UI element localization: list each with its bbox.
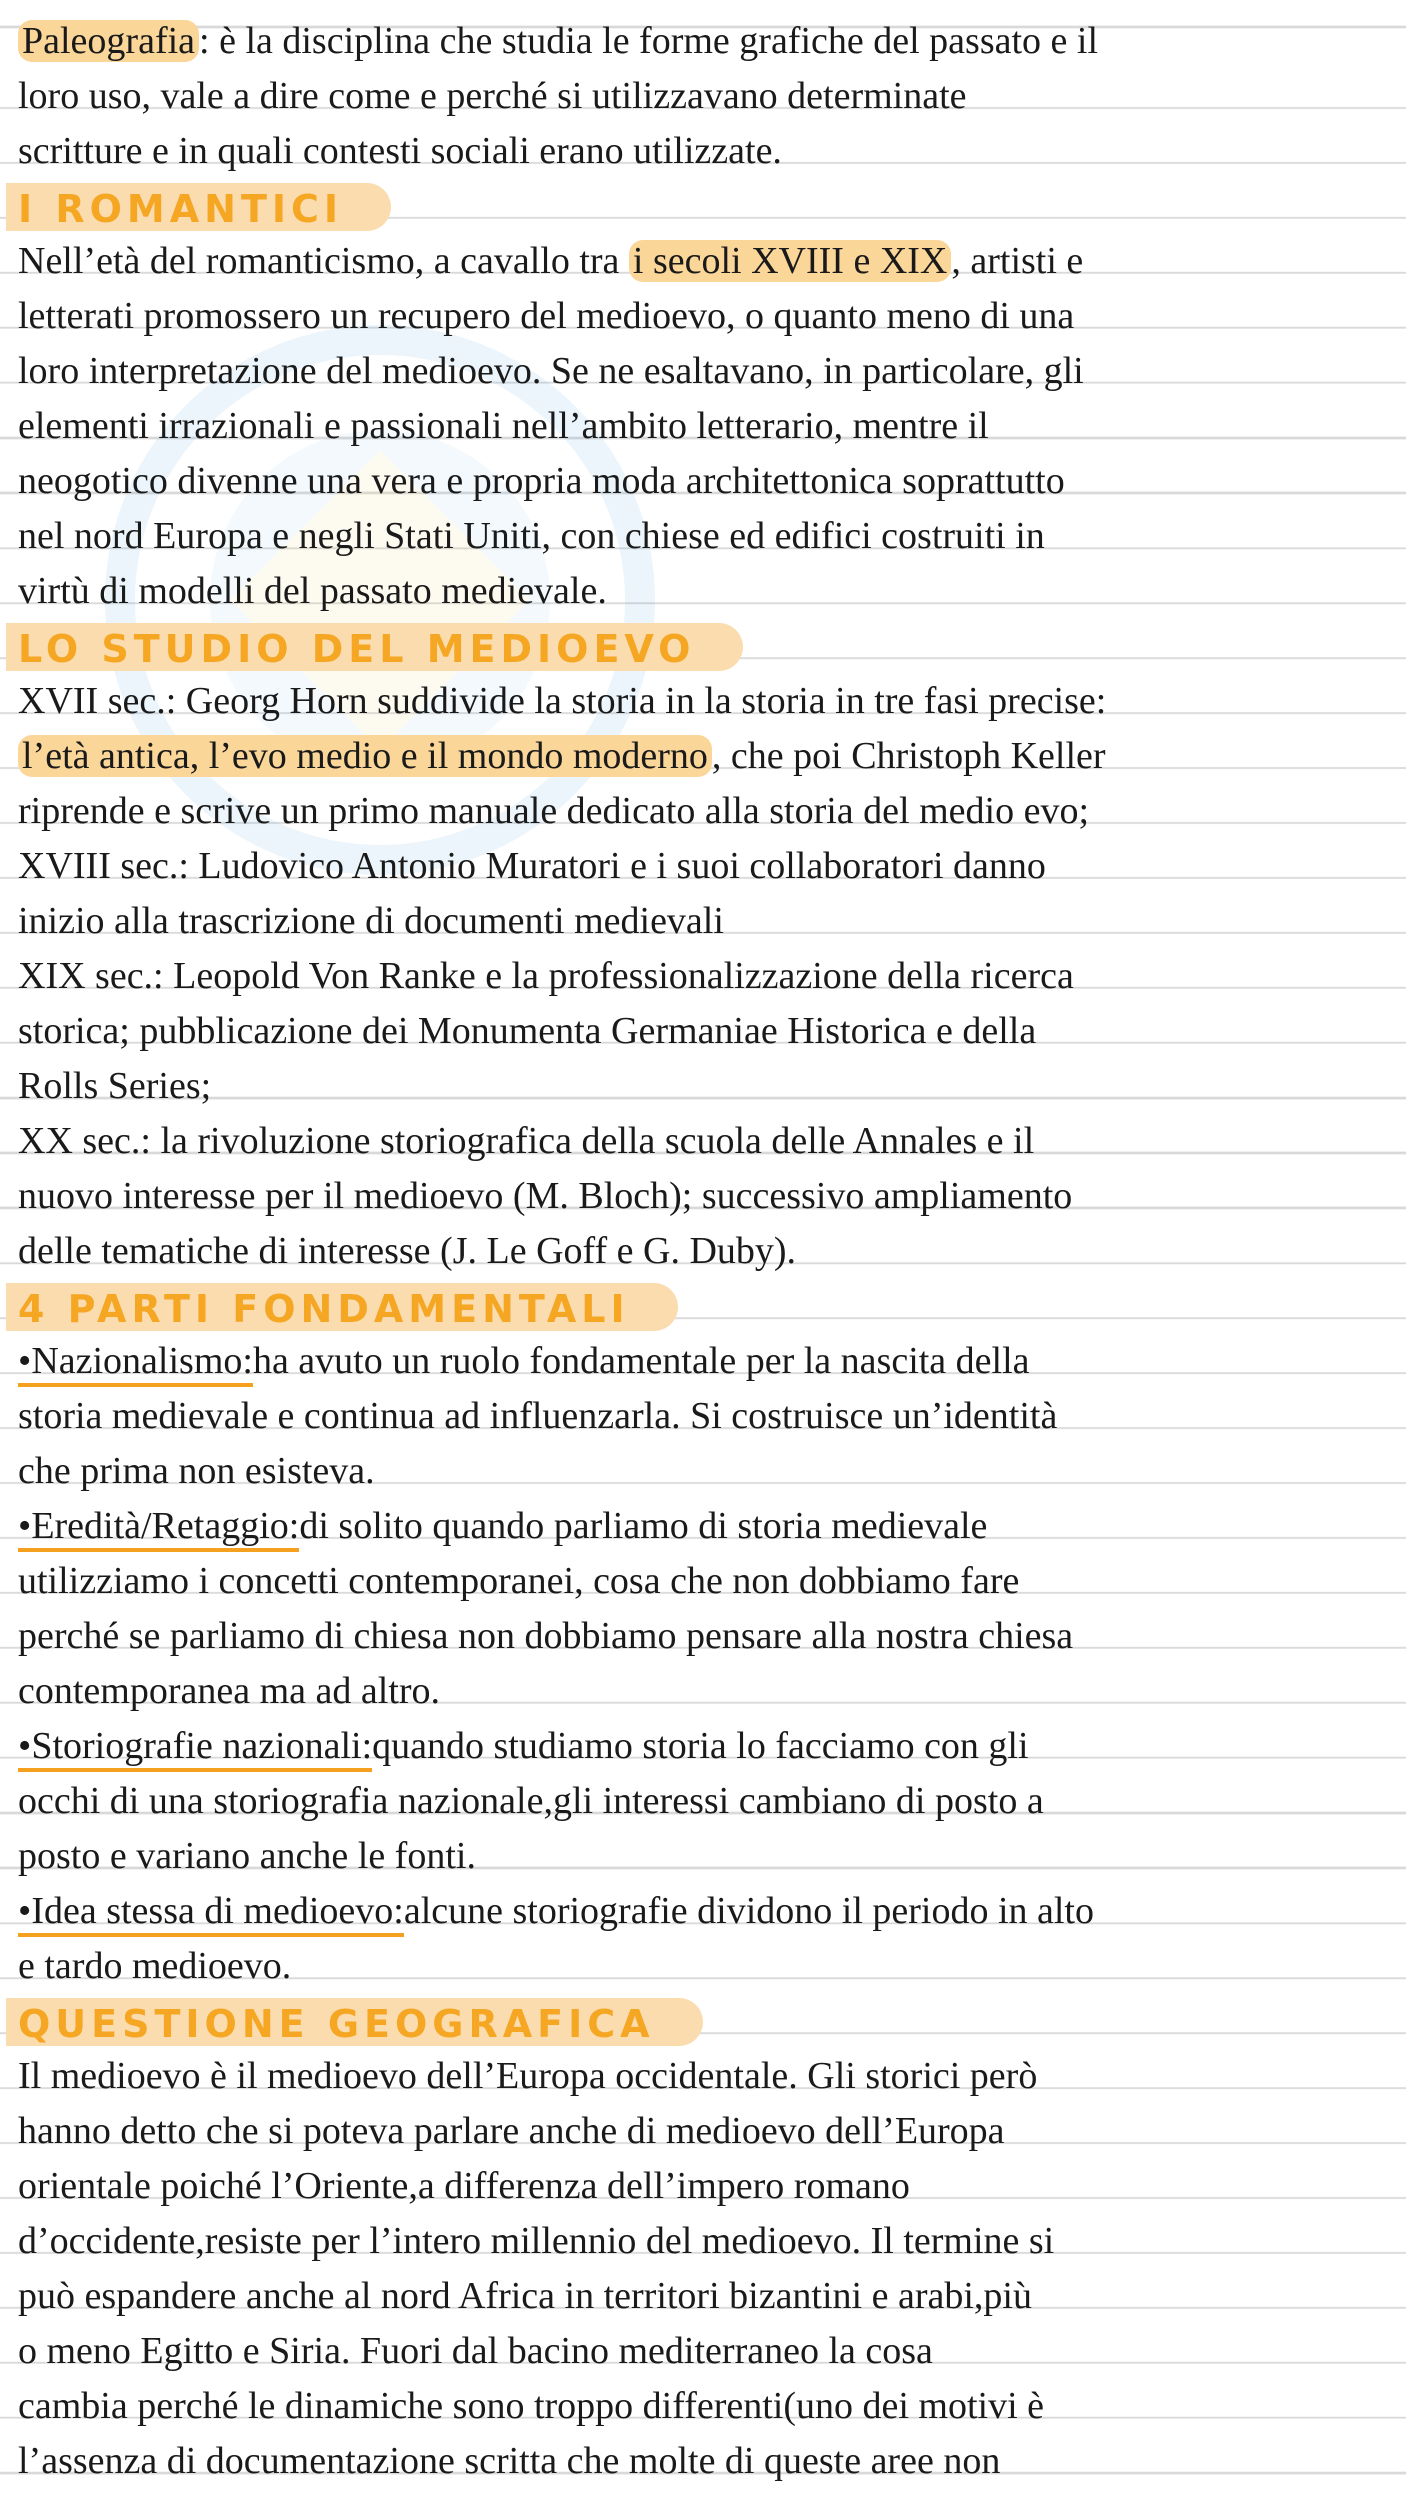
geografica-line-3: orientale poiché l’Oriente,a differenza dell’impero romano xyxy=(18,2165,910,2207)
underlined-term: •Nazionalismo: xyxy=(18,1340,253,1387)
underlined-term: •Eredità/Retaggio: xyxy=(18,1505,299,1552)
document-body xyxy=(18,14,1398,2489)
studio-line-3: riprende e scrive un primo manuale dedicato alla storia del medio evo; xyxy=(18,790,1089,832)
parti-item-2-line-4: contemporanea ma ad altro. xyxy=(18,1670,441,1712)
bullet: • xyxy=(18,1505,32,1547)
romantici-line-4: elementi irrazionali e passionali nell’ambito letterario, mentre il xyxy=(18,405,989,447)
romantici-line-2: letterati promossero un recupero del medioevo, o quanto meno di una xyxy=(18,295,1075,337)
studio-line-6: XIX sec.: Leopold Von Ranke e la professionalizzazione della ricerca xyxy=(18,955,1074,997)
romantici-line-1: Nell’età del romanticismo, a cavallo tra i secoli XVIII e XIX , artisti e xyxy=(18,240,1084,282)
heading-pill: 4 PARTI FONDAMENTALI xyxy=(6,1283,678,1331)
romantici-line-5: neogotico divenne una vera e propria moda architettonica soprattutto xyxy=(18,460,1065,502)
geografica-line-2: hanno detto che si poteva parlare anche di medioevo dell’Europa xyxy=(18,2110,1005,2152)
parti-item-1-line-2: storia medievale e continua ad influenzarla. Si costruisce un’identità xyxy=(18,1395,1058,1437)
parti-item-3-line-2: occhi di una storiografia nazionale,gli interessi cambiano di posto a xyxy=(18,1780,1044,1822)
intro-line-3: scritture e in quali contesti sociali erano utilizzate. xyxy=(18,130,782,172)
studio-line-4: XVIII sec.: Ludovico Antonio Muratori e i suoi collaboratori danno xyxy=(18,845,1046,887)
parti-item-4-line-2: e tardo medioevo. xyxy=(18,1945,292,1987)
section-heading-romantici xyxy=(18,179,1398,234)
geografica-line-5: può espandere anche al nord Africa in territori bizantini e arabi,più xyxy=(18,2275,1032,2317)
parti-item-1-line-1: •Nazionalismo:ha avuto un ruolo fondamentale per la nascita della xyxy=(18,1334,1398,1389)
underlined-term: •Idea stessa di medioevo: xyxy=(18,1890,404,1937)
parti-item-2-line-1: •Eredità/Retaggio:di solito quando parliamo di storia medievale xyxy=(18,1499,1398,1554)
studio-line-9: XX sec.: la rivoluzione storiografica della scuola delle Annales e il xyxy=(18,1120,1035,1162)
studio-line-1: XVII sec.: Georg Horn suddivide la storia in la storia in tre fasi precise: xyxy=(18,680,1107,722)
geografica-line-4: d’occidente,resiste per l’intero millennio del medioevo. Il termine si xyxy=(18,2220,1055,2262)
heading-pill: LO STUDIO DEL MEDIOEVO xyxy=(6,623,743,671)
parti-item-3-line-1: •Storiografie nazionali:quando studiamo storia lo facciamo con gli xyxy=(18,1719,1398,1774)
geografica-line-6: o meno Egitto e Siria. Fuori dal bacino mediterraneo la cosa xyxy=(18,2330,933,2372)
parti-item-2-line-3: perché se parliamo di chiesa non dobbiamo pensare alla nostra chiesa xyxy=(18,1615,1074,1657)
bullet: • xyxy=(18,1890,32,1932)
highlighted-phrase: i secoli XVIII e XIX xyxy=(629,240,951,282)
underlined-term: •Storiografie nazionali: xyxy=(18,1725,372,1772)
highlighted-term: Paleografia xyxy=(18,20,199,62)
intro-line-2: loro uso, vale a dire come e perché si utilizzavano determinate xyxy=(18,75,967,117)
parti-item-2-line-2: utilizziamo i concetti contemporanei, cosa che non dobbiamo fare xyxy=(18,1560,1020,1602)
intro-line-1: Paleografia : è la disciplina che studia le forme grafiche del passato e il xyxy=(18,14,1398,69)
studio-line-10: nuovo interesse per il medioevo (M. Bloch); successivo ampliamento xyxy=(18,1175,1073,1217)
geografica-line-8: l’assenza di documentazione scritta che molte di queste aree non xyxy=(18,2440,1001,2482)
parti-item-4-line-1: •Idea stessa di medioevo:alcune storiografie dividono il periodo in alto xyxy=(18,1884,1398,1939)
parti-item-1-line-3: che prima non esisteva. xyxy=(18,1450,375,1492)
romantici-line-3: loro interpretazione del medioevo. Se ne esaltavano, in particolare, gli xyxy=(18,350,1084,392)
romantici-line-6: nel nord Europa e negli Stati Uniti, con chiese ed edifici costruiti in xyxy=(18,515,1045,557)
highlighted-phrase: l’età antica, l’evo medio e il mondo moderno xyxy=(18,735,712,777)
section-heading-parti xyxy=(18,1279,1398,1334)
geografica-line-1: Il medioevo è il medioevo dell’Europa occidentale. Gli storici però xyxy=(18,2055,1038,2097)
geografica-line-7: cambia perché le dinamiche sono troppo differenti(uno dei motivi è xyxy=(18,2385,1045,2427)
studio-line-8: Rolls Series; xyxy=(18,1065,212,1107)
studio-line-11: delle tematiche di interesse (J. Le Goff e G. Duby). xyxy=(18,1230,797,1272)
studio-line-7: storica; pubblicazione dei Monumenta Germaniae Historica e della xyxy=(18,1010,1037,1052)
heading-pill: QUESTIONE GEOGRAFICA xyxy=(6,1998,703,2046)
heading-pill: I ROMANTICI xyxy=(6,183,391,231)
section-heading-geografica xyxy=(18,1994,1398,2049)
section-heading-studio xyxy=(18,619,1398,674)
studio-line-5: inizio alla trascrizione di documenti medievali xyxy=(18,900,724,942)
bullet: • xyxy=(18,1340,32,1382)
parti-item-3-line-3: posto e variano anche le fonti. xyxy=(18,1835,476,1877)
romantici-line-7: virtù di modelli del passato medievale. xyxy=(18,570,607,612)
studio-line-2: l’età antica, l’evo medio e il mondo moderno , che poi Christoph Keller xyxy=(18,729,1398,784)
bullet: • xyxy=(18,1725,32,1767)
